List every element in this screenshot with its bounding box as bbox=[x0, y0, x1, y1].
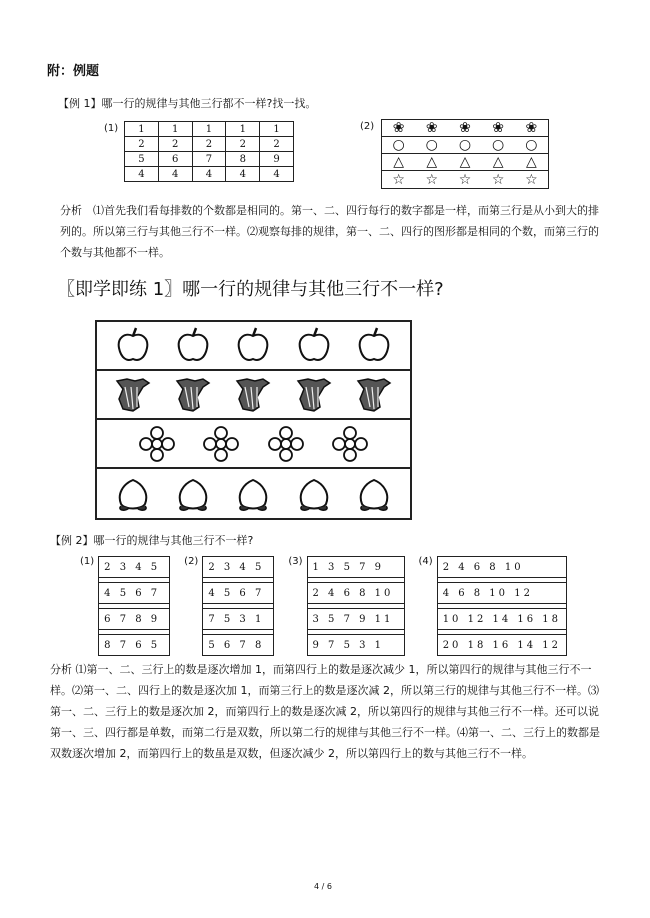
example1-label-1: (1) bbox=[104, 123, 119, 134]
banana-icon bbox=[294, 375, 334, 415]
peach-icon bbox=[294, 474, 334, 514]
star-icon: ☆ bbox=[525, 171, 538, 188]
table-row bbox=[99, 609, 170, 630]
peach-icon bbox=[173, 474, 213, 514]
circle-icon: ○ bbox=[458, 137, 472, 153]
picture-row bbox=[97, 420, 410, 469]
example2-table bbox=[437, 556, 567, 656]
table-cell: 2 bbox=[260, 137, 294, 152]
table-cell: 4 bbox=[125, 167, 159, 182]
table-cell: 2 4 6 8 10 bbox=[437, 557, 566, 578]
table-row bbox=[437, 557, 566, 578]
table-row bbox=[125, 167, 294, 182]
table-row bbox=[437, 583, 566, 604]
table-cell: 1 bbox=[260, 122, 294, 137]
flower-icon: ❀ bbox=[459, 120, 471, 136]
example2-analysis: 分析 ⑴第一、二、三行上的数是逐次增加 1，而第四行上的数是逐次减少 1，所以第四行的规律与其他三行不一样。⑵第一、二、四行上的数是逐次加 1，而第三行上的数是逐次减 2，所以第三行的规律与其他三行不一样。⑶第一、二、三行上的数是逐次加 2，而第四行上的数是逐次减 2，所以第四行的规律与其他三行不一样。还可以说第一、三、四行都是单数，而第二行是双数，所以第二行的规律与其他三行不一样。⑷第一、二、三行上的数都是双数逐次增加 2，而第四行上的数虽是双数，但逐次减少 2，所以第四行上的数与其他三行不一样。 bbox=[50, 663, 600, 760]
table-cell: 2 bbox=[192, 137, 226, 152]
picture-row bbox=[97, 371, 410, 420]
table-cell: 1 bbox=[125, 122, 159, 137]
example2-table-group bbox=[184, 556, 274, 656]
apple-icon bbox=[294, 326, 334, 366]
triangle-icon: △ bbox=[492, 154, 504, 170]
triangle-icon: △ bbox=[525, 154, 537, 170]
table-cell: 1 bbox=[158, 122, 192, 137]
example1-shape-grid bbox=[381, 119, 549, 189]
peach-icon bbox=[354, 474, 394, 514]
table-cell: 7 bbox=[192, 152, 226, 167]
table-row bbox=[203, 609, 274, 630]
example2-tables bbox=[80, 556, 600, 656]
banana-icon bbox=[354, 375, 394, 415]
circle-icon: ○ bbox=[525, 137, 538, 153]
flower-icon: ❀ bbox=[525, 120, 538, 136]
triangle-icon: △ bbox=[393, 154, 404, 170]
picture-row bbox=[97, 469, 410, 518]
example2-table bbox=[202, 556, 274, 656]
table-row bbox=[203, 557, 274, 578]
peach-icon bbox=[113, 474, 153, 514]
table-cell: 9 7 5 3 1 bbox=[307, 635, 404, 656]
triangle-icon: △ bbox=[459, 154, 471, 170]
table-cell: 4 bbox=[158, 167, 192, 182]
example2-table-group bbox=[80, 556, 170, 656]
appendix-heading: 附：例题 bbox=[47, 64, 100, 79]
shape-row bbox=[382, 120, 548, 137]
example1-analysis: 分析 ⑴首先我们看每排数的个数都是相同的。第一、二、四行每行的数字都是一样，而第三行是从小到大的排列的。所以第三行与其他三行不一样。⑵观察每排的规律，第一、二、四行的图形都是相同的个数，而第三行的个数与其他都不一样。 bbox=[60, 204, 599, 259]
flower-icon bbox=[201, 424, 241, 464]
practice1-title: 〖即学即练 1〗哪一行的规律与其他三行不一样? bbox=[57, 279, 444, 300]
apple-icon bbox=[113, 326, 153, 366]
table-row bbox=[203, 583, 274, 604]
table-row bbox=[307, 609, 404, 630]
table-cell: 4 6 8 10 12 bbox=[437, 583, 566, 604]
example2-table-group bbox=[288, 556, 404, 656]
star-icon: ☆ bbox=[392, 171, 405, 188]
banana-icon bbox=[173, 375, 213, 415]
example2-title: 【例 2】哪一行的规律与其他三行不一样? bbox=[50, 534, 254, 547]
table-cell: 1 bbox=[226, 122, 260, 137]
table-cell: 8 bbox=[226, 152, 260, 167]
table-row bbox=[125, 152, 294, 167]
table-cell: 4 5 6 7 bbox=[99, 583, 170, 604]
flower-icon bbox=[266, 424, 306, 464]
shape-row bbox=[382, 171, 548, 188]
example2-table bbox=[98, 556, 170, 656]
practice1-picture-grid bbox=[95, 320, 412, 520]
example2-table-group bbox=[419, 556, 568, 656]
example2-table-label: (3) bbox=[288, 556, 303, 567]
table-row bbox=[203, 635, 274, 656]
table-cell: 7 5 3 1 bbox=[203, 609, 274, 630]
table-cell: 2 bbox=[226, 137, 260, 152]
flower-icon: ❀ bbox=[425, 120, 438, 136]
table-row bbox=[307, 583, 404, 604]
flower-icon: ❀ bbox=[392, 120, 405, 136]
table-cell: 4 bbox=[226, 167, 260, 182]
table-cell: 2 bbox=[158, 137, 192, 152]
table-row bbox=[99, 635, 170, 656]
table-row bbox=[125, 122, 294, 137]
flower-icon bbox=[330, 424, 370, 464]
table-cell: 2 bbox=[125, 137, 159, 152]
example2-table-label: (1) bbox=[80, 556, 95, 567]
table-cell: 1 3 5 7 9 bbox=[307, 557, 404, 578]
peach-icon bbox=[233, 474, 273, 514]
table-cell: 8 7 6 5 bbox=[99, 635, 170, 656]
triangle-icon: △ bbox=[426, 154, 438, 170]
star-icon: ☆ bbox=[425, 171, 439, 188]
table-cell: 20 18 16 14 12 bbox=[437, 635, 566, 656]
table-cell: 5 bbox=[125, 152, 159, 167]
apple-icon bbox=[173, 326, 213, 366]
table-cell: 2 4 6 8 10 bbox=[307, 583, 404, 604]
table-cell: 9 bbox=[260, 152, 294, 167]
table-cell: 1 bbox=[192, 122, 226, 137]
example1-label-2: (2) bbox=[360, 121, 375, 132]
table-cell: 10 12 14 16 18 bbox=[437, 609, 566, 630]
shape-row bbox=[382, 154, 548, 171]
picture-row bbox=[97, 322, 410, 371]
table-cell: 4 5 6 7 bbox=[203, 583, 274, 604]
star-icon: ☆ bbox=[491, 171, 505, 188]
table-row bbox=[99, 583, 170, 604]
table-row bbox=[307, 557, 404, 578]
table-cell: 4 bbox=[192, 167, 226, 182]
example2-table-label: (2) bbox=[184, 556, 199, 567]
table-cell: 2 3 4 5 bbox=[203, 557, 274, 578]
apple-icon bbox=[233, 326, 273, 366]
page-number: 4 / 6 bbox=[314, 882, 332, 891]
table-cell: 6 7 8 9 bbox=[99, 609, 170, 630]
example1-number-table bbox=[124, 121, 294, 182]
table-row bbox=[125, 137, 294, 152]
circle-icon: ○ bbox=[492, 137, 505, 153]
circle-icon: ○ bbox=[392, 137, 405, 153]
table-cell: 6 bbox=[158, 152, 192, 167]
table-row bbox=[99, 557, 170, 578]
example2-table-label: (4) bbox=[418, 556, 433, 567]
banana-icon bbox=[113, 375, 153, 415]
example1-title: 【例 1】哪一行的规律与其他三行都不一样?找一找。 bbox=[58, 97, 317, 110]
circle-icon: ○ bbox=[425, 137, 438, 153]
example2-table bbox=[307, 556, 405, 656]
flower-icon: ❀ bbox=[492, 120, 505, 136]
table-cell: 2 3 4 5 bbox=[99, 557, 170, 578]
table-cell: 3 5 7 9 11 bbox=[307, 609, 404, 630]
table-row bbox=[437, 635, 566, 656]
table-row bbox=[307, 635, 404, 656]
table-cell: 4 bbox=[260, 167, 294, 182]
shape-row bbox=[382, 137, 548, 154]
table-row bbox=[437, 609, 566, 630]
flower-icon bbox=[137, 424, 177, 464]
table-cell: 5 6 7 8 bbox=[203, 635, 274, 656]
banana-icon bbox=[233, 375, 273, 415]
apple-icon bbox=[354, 326, 394, 366]
star-icon: ☆ bbox=[458, 171, 472, 188]
